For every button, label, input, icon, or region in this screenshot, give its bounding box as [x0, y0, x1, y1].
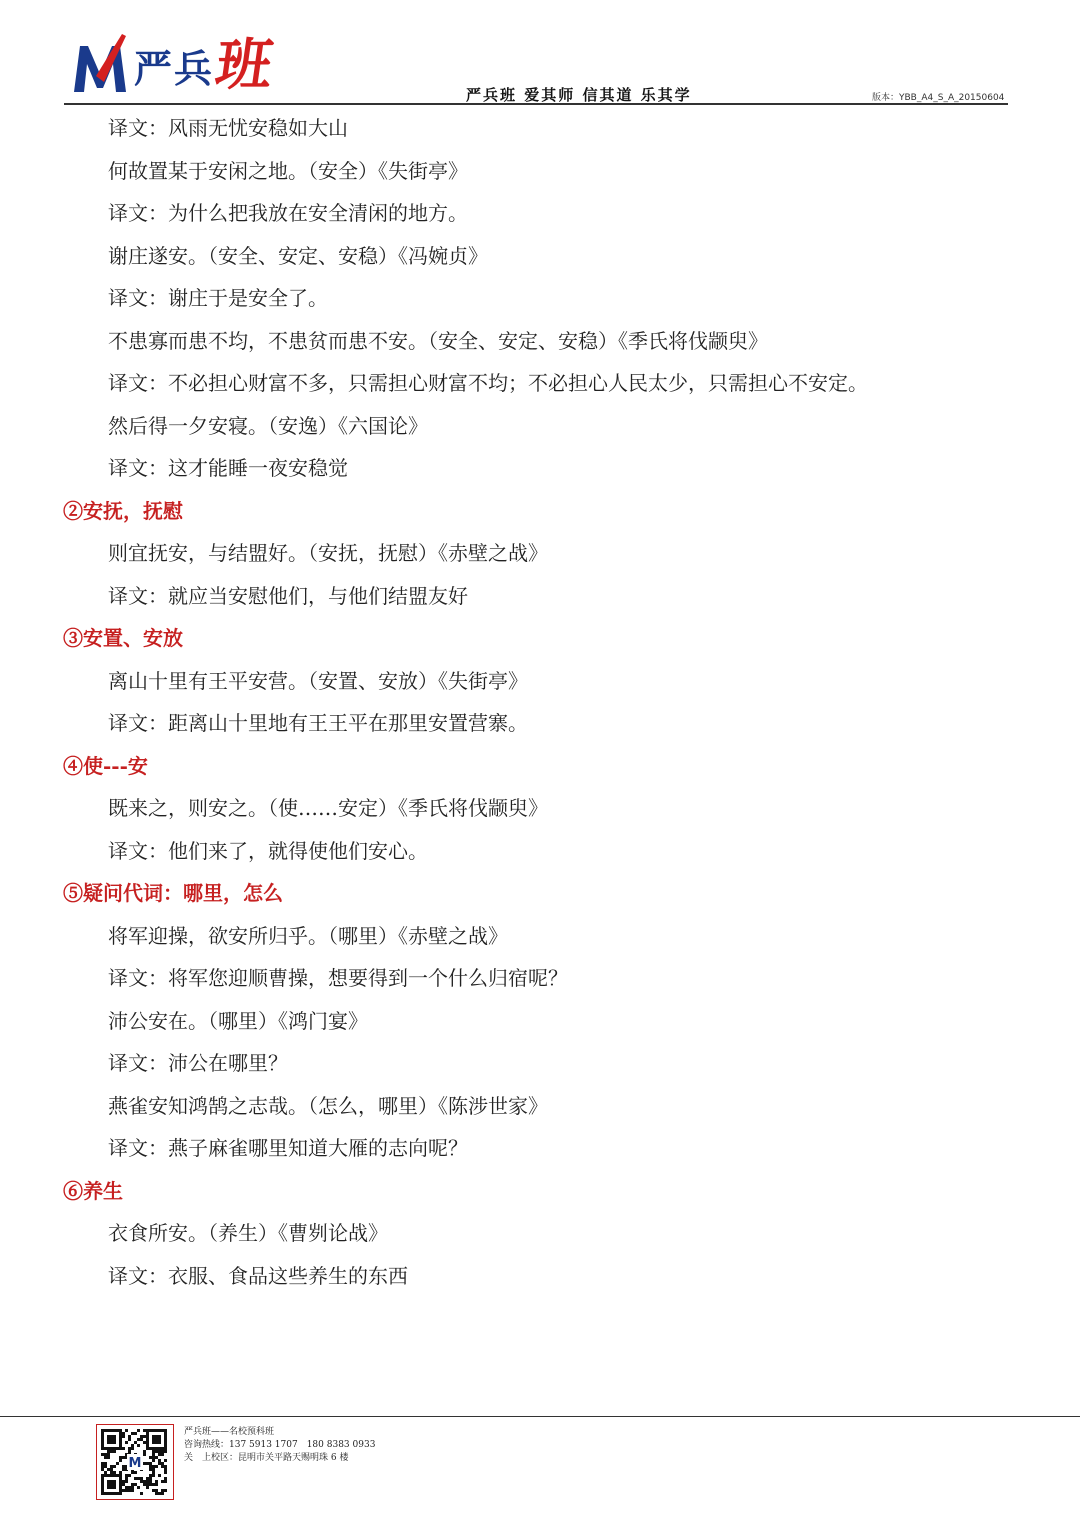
- text-line: 译文：燕子麻雀哪里知道大雁的志向呢？: [108, 1136, 468, 1160]
- footer-line-3: 关 上校区：昆明市关平路天赐明珠 6 楼: [184, 1453, 349, 1463]
- header-motto: 严兵班 爱其师 信其道 乐其学: [466, 86, 692, 104]
- header-divider: [64, 103, 1008, 105]
- text-line: 译文：就应当安慰他们，与他们结盟友好: [108, 583, 468, 608]
- page-header: [0, 0, 1080, 110]
- text-line: 燕雀安知鸿鹄之志哉。（怎么，哪里）《陈涉世家》: [108, 1093, 548, 1118]
- text-line: 然后得一夕安寝。（安逸）《六国论》: [108, 413, 428, 438]
- svg-text:M: M: [128, 1456, 142, 1471]
- text-line: 则宜抚安，与结盟好。（安抚，抚慰）《赤壁之战》: [108, 541, 548, 565]
- text-line: 译文：沛公在哪里？: [108, 1051, 288, 1075]
- section-heading: ②安抚，抚慰: [63, 498, 183, 523]
- qr-code-icon: [96, 1424, 174, 1500]
- text-line: 离山十里有王平安营。（安置、安放）《失街亭》: [108, 668, 528, 693]
- text-line: 译文：他们来了，就得使他们安心。: [108, 838, 428, 863]
- text-line: 译文：谢庄于是安全了。: [108, 286, 328, 310]
- version-label: 版本：YBB_A4_S_A_20150604: [872, 93, 1005, 103]
- footer-contact: [184, 1426, 375, 1465]
- text-line: 译文：衣服、食品这些养生的东西: [108, 1263, 408, 1288]
- text-line: 译文：将军您迎顺曹操，想要得到一个什么归宿呢？: [108, 966, 568, 990]
- logo-ban: 班: [211, 33, 277, 98]
- footer-line-2: 咨询热线：137 5913 1707 180 8383 0933: [184, 1440, 376, 1450]
- text-line: 译文：这才能睡一夜安稳觉: [108, 456, 348, 480]
- text-line: 何故置某于安闲之地。（安全）《失街亭》: [108, 158, 468, 183]
- text-line: 衣食所安。（养生）《曹刿论战》: [108, 1221, 388, 1245]
- section-heading: ⑤疑问代词：哪里，怎么: [63, 881, 283, 905]
- footer-line-1: 严兵班——名校预科班: [184, 1427, 275, 1437]
- text-line: 将军迎操，欲安所归乎。（哪里）《赤壁之战》: [108, 923, 508, 948]
- text-line: 译文：为什么把我放在安全清闲的地方。: [108, 201, 468, 225]
- logo-text: 严兵: [134, 47, 215, 91]
- text-line: 不患寡而患不均，不患贫而患不安。（安全、安定、安稳）《季氏将伐颛臾》: [108, 328, 768, 353]
- logo-m-icon: [70, 32, 130, 96]
- section-heading: ④使---安: [63, 753, 148, 778]
- text-line: 译文：不必担心财富不多，只需担心财富不均；不必担心人民太少，只需担心不安定。: [108, 371, 868, 395]
- text-line: 译文：风雨无忧安稳如大山: [108, 116, 348, 140]
- text-line: 译文：距离山十里地有王王平在那里安置营寨。: [108, 711, 528, 735]
- brand-logo: [70, 20, 277, 98]
- section-heading: ③安置、安放: [63, 626, 183, 650]
- section-heading: ⑥养生: [63, 1178, 123, 1203]
- text-line: 既来之，则安之。（使……安定）《季氏将伐颛臾》: [108, 796, 548, 820]
- text-line: 谢庄遂安。（安全、安定、安稳）《冯婉贞》: [108, 243, 488, 268]
- footer-divider: [0, 1416, 1080, 1417]
- text-line: 沛公安在。（哪里）《鸿门宴》: [108, 1008, 368, 1033]
